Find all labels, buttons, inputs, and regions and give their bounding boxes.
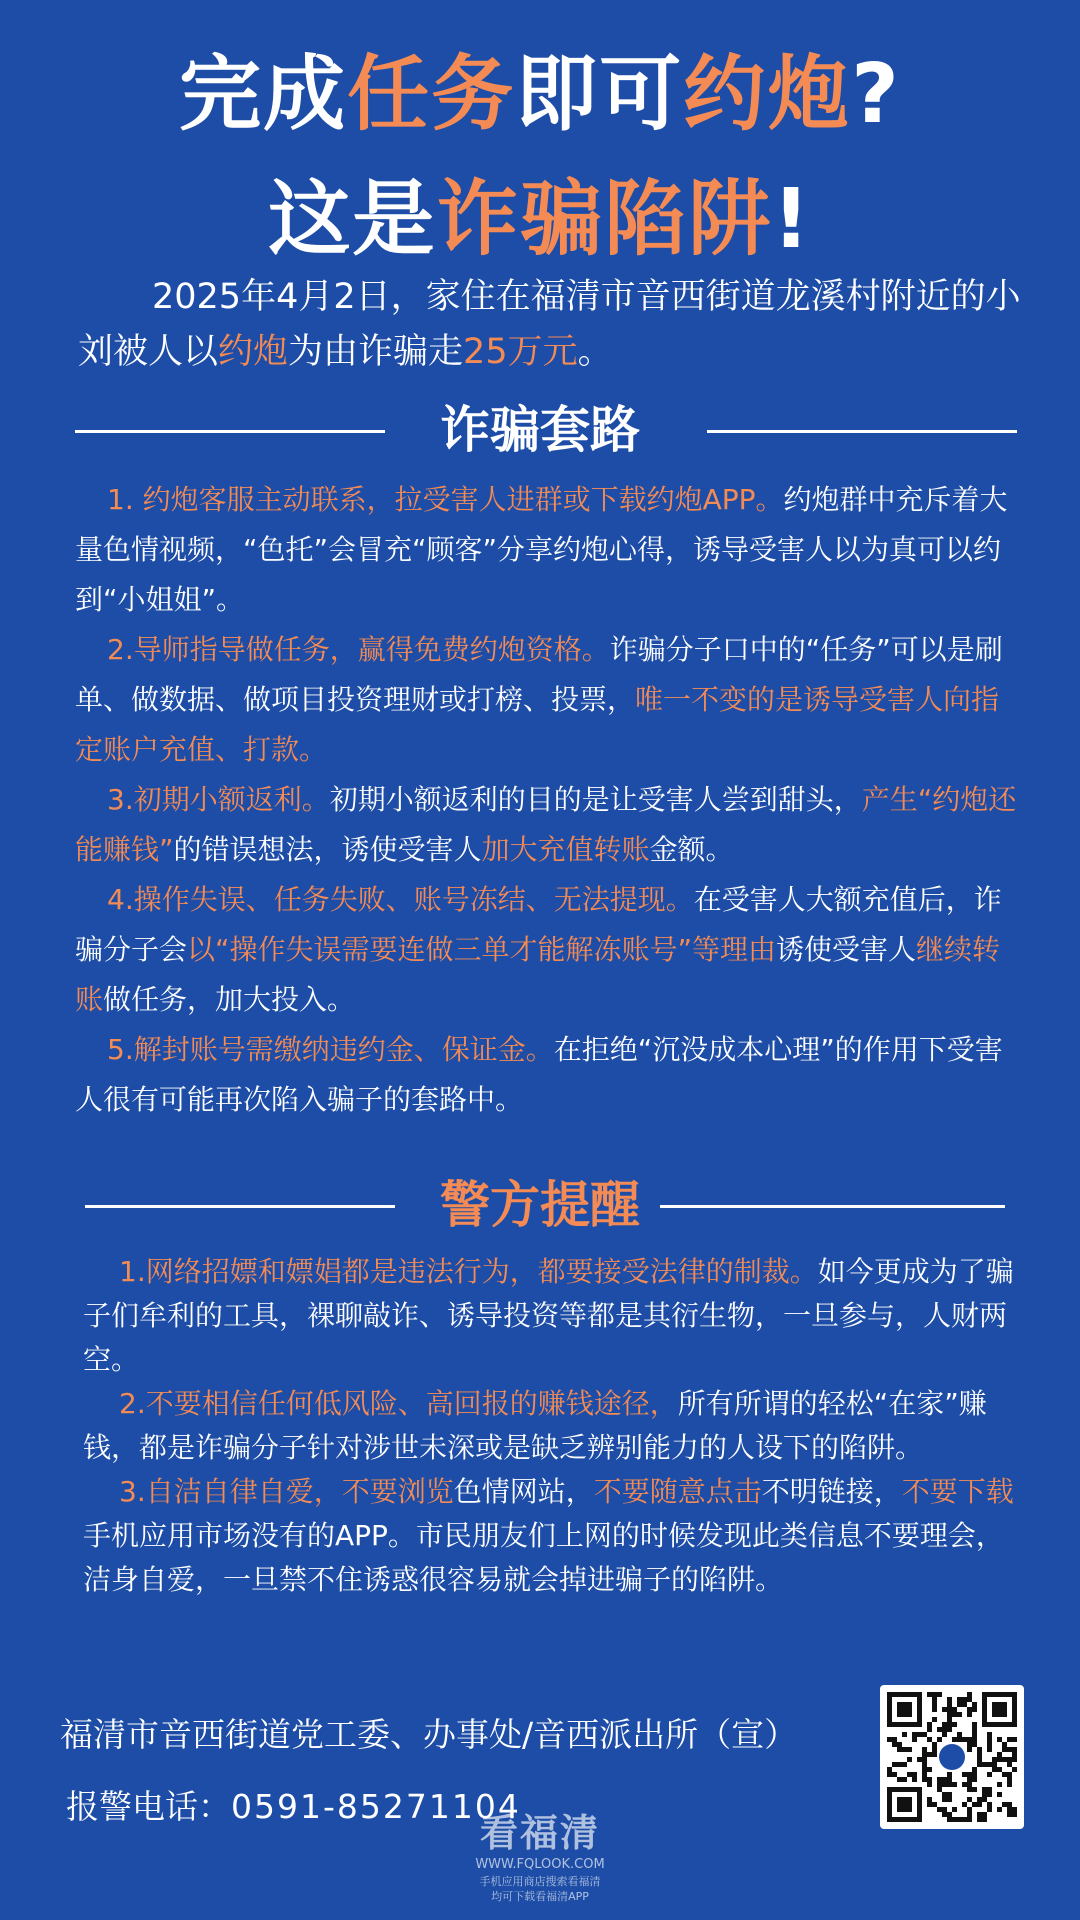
warning-item	[83, 1250, 1018, 1382]
warnings-list	[83, 1250, 1018, 1602]
hotline-label: 报警电话：	[66, 1787, 231, 1826]
highlight-text: 2.不要相信任何低风险、高回报的赚钱途径，	[119, 1387, 678, 1420]
highlight-text: 不要随意点击	[593, 1475, 762, 1508]
title-part: 这是	[268, 172, 437, 267]
title-part: 约炮	[683, 47, 852, 142]
highlight-text: 1.网络招嫖和嫖娼都是违法行为，都要接受法律的制裁。	[119, 1255, 818, 1288]
body-text: 在拒绝“沉没成本心理”的作用下受害人很有可能再次陷入骗子的套路中。	[75, 1033, 1003, 1116]
title-part: 任务	[347, 47, 516, 142]
intro-highlight: 25万元	[463, 332, 578, 372]
body-text: 初期小额返利的目的是让受害人尝到甜头，	[329, 783, 862, 816]
watermark-logo: 看福清	[479, 1811, 600, 1855]
title-part: ?	[851, 47, 901, 142]
intro-text: 2025年4月2日，家住在福清市音西街道龙溪村附近的小刘被人以	[78, 277, 1021, 372]
body-text: 如今更成为了骗子们牟利的工具，裸聊敲诈、诱导投资等都是其衍生物，一旦参与，人财两空。	[83, 1255, 1014, 1376]
section-heading-tactics	[0, 400, 1080, 460]
highlight-text: 产生“约炮还能赚钱”	[75, 783, 1017, 866]
intro-highlight: 约炮	[218, 332, 289, 372]
body-text: 所有所谓的轻松“在家”赚钱，都是诈骗分子针对涉世未深或是缺乏辨别能力的人设下的陷阱。	[83, 1387, 987, 1464]
tactic-item	[75, 875, 1020, 1025]
issuer-line: 福清市音西街道党工委、办事处/音西派出所（宣）	[60, 1715, 798, 1754]
body-text: 不明链接，	[761, 1475, 902, 1508]
highlight-text: 3.自洁自律自爱，不要浏览	[119, 1475, 454, 1508]
body-text: 做任务，加大投入。	[103, 983, 356, 1016]
body-text: 约炮群中充斥着大量色情视频，“色托”会冒充“顾客”分享约炮心得，诱导受害人以为真可以约到“小姐姐”。	[75, 483, 1008, 616]
watermark-url: WWW.FQLOOK.COM	[475, 1857, 605, 1872]
highlight-text: 以“操作失误需要连做三单才能解冻账号”等理由	[187, 933, 777, 966]
qr-code-icon[interactable]	[880, 1685, 1024, 1829]
title-part: !	[772, 172, 812, 267]
watermark-tip: 手机应用商店搜索看福清	[479, 1875, 601, 1888]
qr-code-graphic	[887, 1692, 1017, 1822]
watermark-tip: 均可下载看福清APP	[491, 1890, 589, 1903]
body-text: 诈骗分子口中的“任务”可以是刷单、做数据、做项目投资理财或打榜、投票，	[75, 633, 1003, 716]
watermark	[430, 1810, 650, 1904]
section-heading-police-reminder	[0, 1175, 1080, 1235]
intro-text: 。	[577, 332, 613, 372]
body-text: 诱使受害人	[776, 933, 917, 966]
body-text: 金额。	[649, 833, 734, 866]
body-text: 色情网站，	[453, 1475, 594, 1508]
intro-text: 为由诈骗走	[288, 332, 464, 372]
tactic-item	[75, 775, 1020, 875]
highlight-text: 2.导师指导做任务，赢得免费约炮资格。	[107, 633, 610, 666]
title-line-2	[0, 165, 1080, 275]
body-text: 的错误想法，诱使受害人	[173, 833, 482, 866]
tactics-list	[75, 475, 1020, 1125]
title-part: 完成	[179, 47, 348, 142]
title-part: 即可	[515, 47, 684, 142]
highlight-text: 继续转账	[75, 933, 1001, 1016]
highlight-text: 5.解封账号需缴纳违约金、保证金。	[107, 1033, 554, 1066]
highlight-text: 4.操作失误、任务失败、账号冻结、无法提现。	[107, 883, 694, 916]
title-line-1	[0, 40, 1080, 150]
highlight-text: 不要下载	[901, 1475, 1014, 1508]
body-text: 手机应用市场没有的APP。市民朋友们上网的时候发现此类信息不要理会，洁身自爱，一旦禁不住诱惑很容易就会掉进骗子的陷阱。	[83, 1519, 1004, 1596]
highlight-text: 1. 约炮客服主动联系，拉受害人进群或下载约炮APP。	[107, 483, 784, 516]
tactic-item	[75, 475, 1020, 625]
highlight-text: 加大充值转账	[481, 833, 650, 866]
highlight-text: 3.初期小额返利。	[107, 783, 330, 816]
tactic-item	[75, 625, 1020, 775]
section-title: 警方提醒	[440, 1176, 640, 1234]
section-title: 诈骗套路	[440, 401, 640, 459]
highlight-text: 唯一不变的是诱导受害人向指定账户充值、打款。	[75, 683, 1000, 766]
intro-paragraph	[78, 270, 1028, 380]
hotline-number: 0591-85271104	[231, 1787, 521, 1826]
warning-item	[83, 1470, 1018, 1602]
warning-item	[83, 1382, 1018, 1470]
title-part: 诈骗陷阱	[436, 172, 773, 267]
divider	[660, 1205, 1005, 1208]
divider	[707, 430, 1017, 433]
body-text: 在受害人大额充值后，诈骗分子会	[75, 883, 1002, 966]
tactic-item	[75, 1025, 1020, 1125]
